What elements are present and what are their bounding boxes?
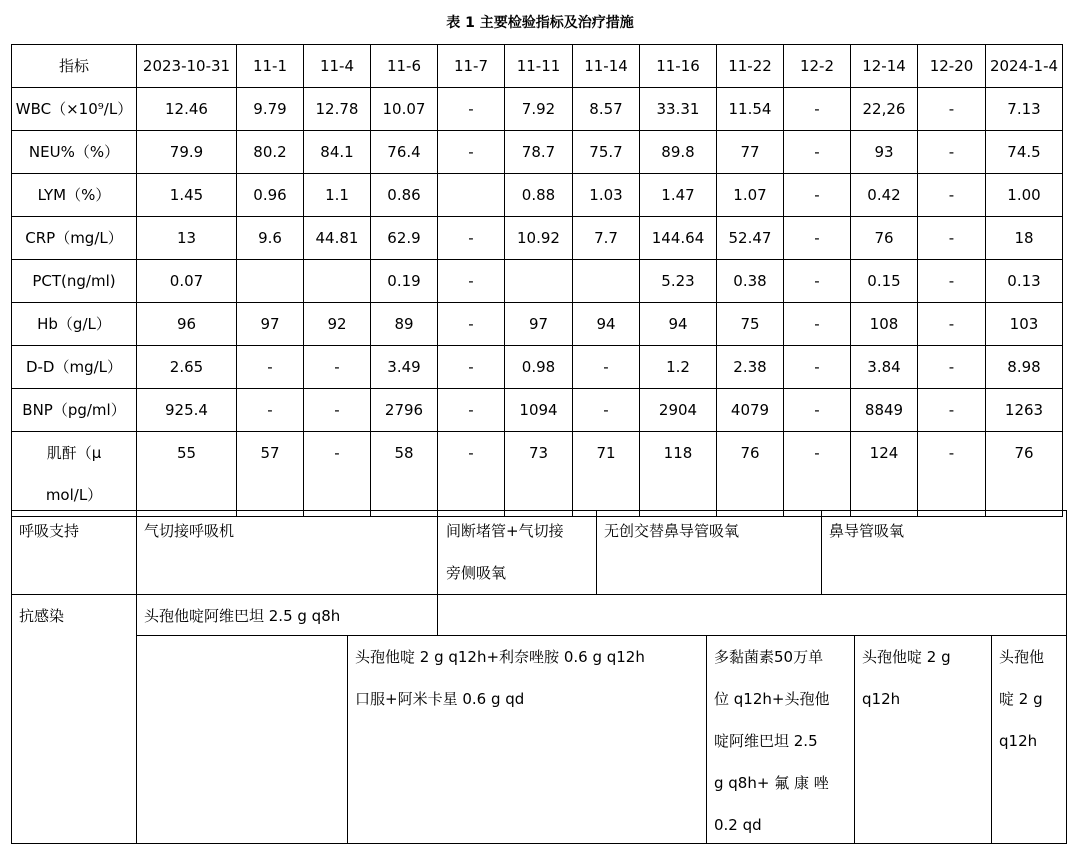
column-header: 2024-1-4 [986, 45, 1063, 88]
row-label: CRP（mg/L） [12, 217, 137, 260]
column-header: 指标 [12, 45, 137, 88]
table-cell: 2796 [371, 389, 438, 432]
table-cell: 8.57 [573, 88, 640, 131]
column-header: 12-2 [784, 45, 851, 88]
table-cell: 76.4 [371, 131, 438, 174]
table-cell: 144.64 [640, 217, 717, 260]
resp-seg4: 鼻导管吸氧 [829, 522, 905, 540]
table-cell: 75.7 [573, 131, 640, 174]
table-cell: 0.15 [851, 260, 918, 303]
table-cell: 1.07 [717, 174, 784, 217]
table-cell: - [438, 260, 505, 303]
table-cell: - [784, 217, 851, 260]
anti-b2-line1: 头孢他啶 2 g q12h+利奈唑胺 0.6 g q12h [355, 648, 645, 666]
table-cell: 13 [137, 217, 237, 260]
table-cell: 4079 [717, 389, 784, 432]
table-cell: 94 [640, 303, 717, 346]
anti-b5-line3: q12h [999, 732, 1038, 750]
resp-label: 呼吸支持 [19, 522, 80, 540]
table-cell: 103 [986, 303, 1063, 346]
table-cell: 2.65 [137, 346, 237, 389]
anti-top: 头孢他啶阿维巴坦 2.5 g q8h [144, 607, 341, 625]
table-cell: 9.79 [237, 88, 304, 131]
table-cell: 52.47 [717, 217, 784, 260]
table-cell: - [918, 346, 986, 389]
table-cell: 8.98 [986, 346, 1063, 389]
table-cell: - [237, 346, 304, 389]
table-cell: 96 [137, 303, 237, 346]
column-header: 11-4 [304, 45, 371, 88]
table-cell: 73 [505, 432, 573, 517]
table-cell: 7.92 [505, 88, 573, 131]
table-cell: 76 [986, 432, 1063, 517]
table-cell: 89.8 [640, 131, 717, 174]
anti-b2-line2: 口服+阿米卡星 0.6 g qd [355, 690, 525, 708]
table-cell: - [918, 432, 986, 517]
line [347, 635, 348, 844]
table-cell [573, 260, 640, 303]
table-cell: - [438, 217, 505, 260]
table-cell: - [438, 303, 505, 346]
table-cell: 97 [505, 303, 573, 346]
table-cell: 92 [304, 303, 371, 346]
line [1066, 510, 1067, 844]
table-cell: 5.23 [640, 260, 717, 303]
column-header: 11-7 [438, 45, 505, 88]
table-cell: 0.19 [371, 260, 438, 303]
line [11, 510, 12, 844]
table-cell: - [784, 303, 851, 346]
anti-b3-line1: 多黏菌素50万单 [714, 648, 824, 666]
anti-b4-line1: 头孢他啶 2 g [862, 648, 951, 666]
anti-b3-line5: 0.2 qd [714, 816, 762, 834]
table-cell: - [784, 346, 851, 389]
table-cell: - [784, 174, 851, 217]
resp-seg1: 气切接呼吸机 [144, 522, 235, 540]
table-cell: - [784, 389, 851, 432]
table-row [12, 217, 1063, 260]
resp-seg2-line1: 间断堵管+气切接 [446, 522, 564, 540]
table-cell: 9.6 [237, 217, 304, 260]
header-row [12, 45, 1063, 88]
table-title: 表 1 主要检验指标及治疗措施 [446, 15, 634, 31]
table-cell: 78.7 [505, 131, 573, 174]
table-cell [237, 260, 304, 303]
table-cell: 58 [371, 432, 438, 517]
row-label: NEU%（%） [12, 131, 137, 174]
table-row [12, 88, 1063, 131]
table-cell [304, 260, 371, 303]
line [991, 635, 992, 844]
table-cell: - [784, 131, 851, 174]
table-cell: - [918, 88, 986, 131]
resp-seg2-line2: 旁侧吸氧 [446, 564, 507, 582]
table-cell: 108 [851, 303, 918, 346]
table-cell: - [304, 389, 371, 432]
table-cell: 80.2 [237, 131, 304, 174]
table-cell: 12.46 [137, 88, 237, 131]
column-header: 11-11 [505, 45, 573, 88]
table-cell: 0.96 [237, 174, 304, 217]
table-cell: 0.38 [717, 260, 784, 303]
table-cell: - [918, 131, 986, 174]
table-cell: - [784, 260, 851, 303]
table-cell: 118 [640, 432, 717, 517]
table-cell: - [304, 346, 371, 389]
column-header: 11-6 [371, 45, 438, 88]
table-cell: - [438, 346, 505, 389]
treatment-section [11, 510, 1067, 844]
table-cell: - [918, 260, 986, 303]
anti-b3-line3: 啶阿维巴坦 2.5 [714, 732, 818, 750]
column-header: 12-14 [851, 45, 918, 88]
line [854, 635, 855, 844]
anti-b5-line2: 啶 2 g [999, 690, 1043, 708]
table-cell: 77 [717, 131, 784, 174]
table-cell: 97 [237, 303, 304, 346]
table-cell: 1.45 [137, 174, 237, 217]
table-cell: - [237, 389, 304, 432]
table-row [12, 174, 1063, 217]
table-cell: 1.47 [640, 174, 717, 217]
line [11, 843, 1067, 844]
table-cell: 11.54 [717, 88, 784, 131]
table-cell: 10.07 [371, 88, 438, 131]
table-cell: 76 [717, 432, 784, 517]
line [437, 510, 438, 636]
row-label: PCT(ng/ml) [12, 260, 137, 303]
table-cell: - [573, 346, 640, 389]
table-cell: 75 [717, 303, 784, 346]
line [596, 510, 597, 594]
resp-seg3: 无创交替鼻导管吸氧 [604, 522, 740, 540]
table-cell: - [438, 432, 505, 517]
column-header: 11-16 [640, 45, 717, 88]
table-cell: 0.13 [986, 260, 1063, 303]
table-cell: 0.88 [505, 174, 573, 217]
table-row [12, 432, 1063, 517]
table-cell: 1.00 [986, 174, 1063, 217]
line [821, 510, 822, 594]
table-cell: 84.1 [304, 131, 371, 174]
anti-b3-line4: g q8h+ 氟 康 唑 [714, 774, 829, 792]
table-cell: 3.49 [371, 346, 438, 389]
table-cell: 62.9 [371, 217, 438, 260]
table-cell: 0.42 [851, 174, 918, 217]
lab-results-table [11, 44, 1063, 517]
table-row [12, 260, 1063, 303]
table-cell: 3.84 [851, 346, 918, 389]
table-row [12, 303, 1063, 346]
table-cell: - [918, 217, 986, 260]
table-cell: 93 [851, 131, 918, 174]
table-cell: 0.98 [505, 346, 573, 389]
table-cell: - [918, 174, 986, 217]
row-label [12, 432, 137, 517]
table-cell: 57 [237, 432, 304, 517]
table-cell: 124 [851, 432, 918, 517]
table-cell: 44.81 [304, 217, 371, 260]
anti-b3-line2: 位 q12h+头孢他 [714, 690, 830, 708]
table-cell: 1.2 [640, 346, 717, 389]
table-cell: 55 [137, 432, 237, 517]
row-label: WBC（×10⁹/L） [12, 88, 137, 131]
table-cell: 1.03 [573, 174, 640, 217]
table-cell: 79.9 [137, 131, 237, 174]
table-row [12, 389, 1063, 432]
column-header: 11-1 [237, 45, 304, 88]
table-cell: - [918, 303, 986, 346]
table-cell [438, 174, 505, 217]
anti-label: 抗感染 [19, 607, 65, 625]
table-cell: - [304, 432, 371, 517]
table-cell: - [438, 88, 505, 131]
row-label: D-D（mg/L） [12, 346, 137, 389]
table-cell [505, 260, 573, 303]
table-cell: 1263 [986, 389, 1063, 432]
table-row [12, 346, 1063, 389]
table-cell: 89 [371, 303, 438, 346]
table-cell: - [573, 389, 640, 432]
row-label-line1: 肌酐（μ [46, 444, 102, 462]
row-label-line2: mol/L） [45, 486, 103, 504]
table-cell: 94 [573, 303, 640, 346]
anti-b5-line1: 头孢他 [999, 648, 1045, 666]
table-cell: 12.78 [304, 88, 371, 131]
line [706, 635, 707, 844]
table-cell: 74.5 [986, 131, 1063, 174]
table-cell: 33.31 [640, 88, 717, 131]
column-header: 11-22 [717, 45, 784, 88]
line [136, 510, 137, 844]
row-label: Hb（g/L） [12, 303, 137, 346]
table-cell: 925.4 [137, 389, 237, 432]
table-cell: - [784, 88, 851, 131]
table-cell: - [438, 131, 505, 174]
table-cell: 76 [851, 217, 918, 260]
table-cell: 22,26 [851, 88, 918, 131]
table-row [12, 131, 1063, 174]
table-cell: 18 [986, 217, 1063, 260]
table-cell: - [438, 389, 505, 432]
table-cell: 2904 [640, 389, 717, 432]
table-cell: 10.92 [505, 217, 573, 260]
table-cell: 71 [573, 432, 640, 517]
table-cell: 1.1 [304, 174, 371, 217]
column-header: 12-20 [918, 45, 986, 88]
row-label: LYM（%） [12, 174, 137, 217]
column-header: 11-14 [573, 45, 640, 88]
table-cell: - [918, 389, 986, 432]
column-header: 2023-10-31 [137, 45, 237, 88]
row-label: BNP（pg/ml） [12, 389, 137, 432]
table-cell: 8849 [851, 389, 918, 432]
anti-b4-line2: q12h [862, 690, 901, 708]
table-cell: 7.13 [986, 88, 1063, 131]
table-cell: 7.7 [573, 217, 640, 260]
table-cell: - [784, 432, 851, 517]
table-cell: 0.86 [371, 174, 438, 217]
table-cell: 1094 [505, 389, 573, 432]
table-cell: 0.07 [137, 260, 237, 303]
table-cell: 2.38 [717, 346, 784, 389]
